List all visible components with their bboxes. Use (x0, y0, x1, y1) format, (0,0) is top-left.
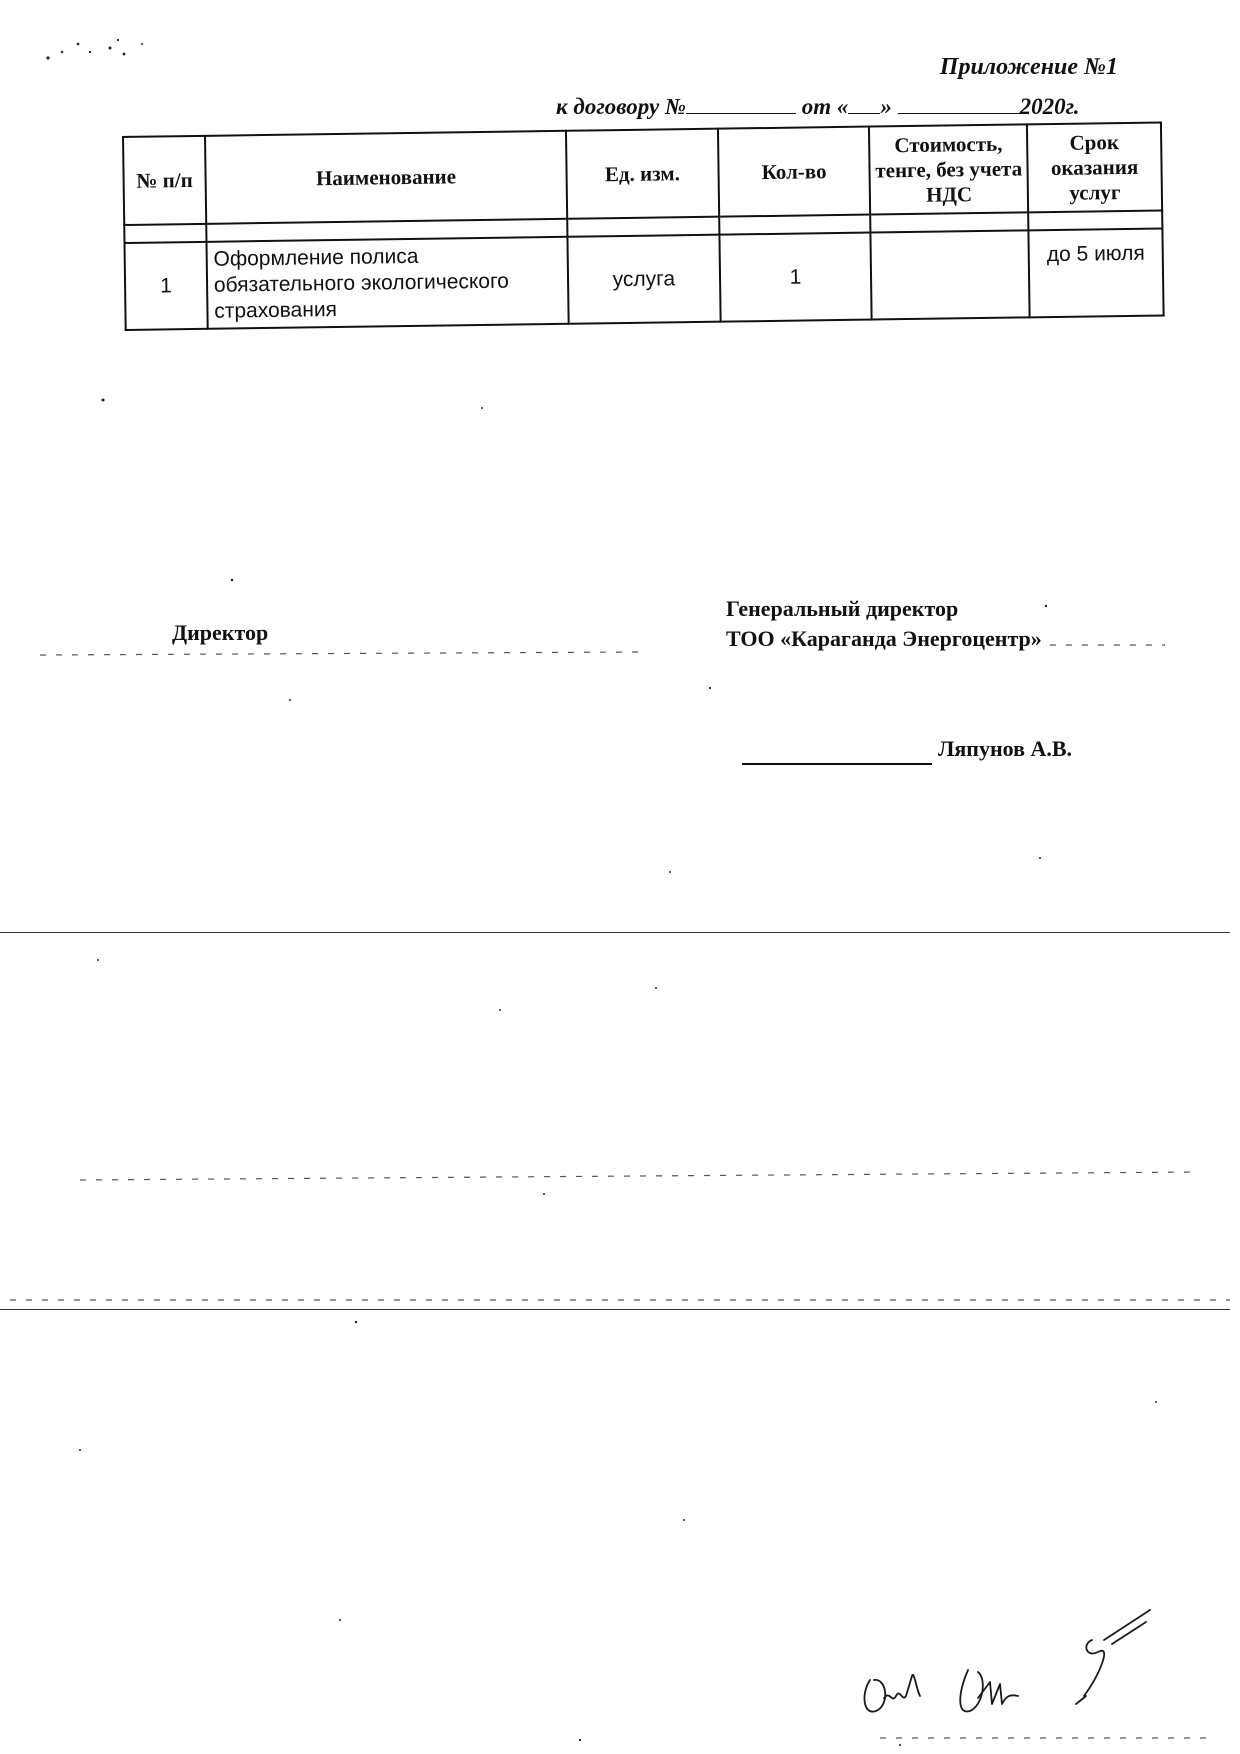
right-signatory-position: Генеральный директор (726, 596, 959, 621)
header-num: № п/п (123, 136, 206, 225)
contract-month-blank (898, 95, 1020, 114)
contract-number-blank (686, 95, 796, 114)
contract-from: от « (801, 94, 849, 119)
row-name: Оформление полиса обязательного экологического страхования (206, 237, 568, 329)
row-unit: услуга (567, 235, 720, 324)
services-table (122, 121, 1165, 331)
appendix-title: Приложение №1 (939, 54, 1118, 80)
row-deadline: до 5 июля (1029, 229, 1164, 318)
table-row (124, 229, 1163, 330)
table-header-row (123, 122, 1162, 225)
handwritten-initials (850, 1600, 1180, 1730)
header-qty: Кол-во (718, 127, 871, 217)
horizontal-rule (0, 1309, 1230, 1310)
horizontal-rule (0, 932, 1230, 933)
contract-reference (556, 94, 1080, 120)
row-num: 1 (124, 242, 207, 330)
row-cost (871, 231, 1030, 320)
contract-day-blank (848, 95, 880, 114)
header-deadline: Срок оказания услуг (1027, 122, 1162, 212)
services-table-wrapper (122, 121, 1165, 331)
header-cost: Стоимость, тенге, без учета НДС (869, 124, 1028, 214)
contract-quote-close: » (880, 94, 892, 119)
left-signatory-title: Директор (172, 620, 269, 645)
right-signatory-organization: ТОО «Караганда Энергоцентр» (726, 626, 1042, 651)
row-qty: 1 (719, 233, 872, 322)
signature-line (742, 763, 932, 765)
header-name: Наименование (205, 131, 567, 224)
header-unit: Ед. изм. (566, 129, 719, 219)
contract-year: 2020г. (1019, 94, 1080, 119)
contract-prefix: к договору № (556, 94, 686, 119)
right-signatory-name: Ляпунов А.В. (938, 736, 1073, 761)
